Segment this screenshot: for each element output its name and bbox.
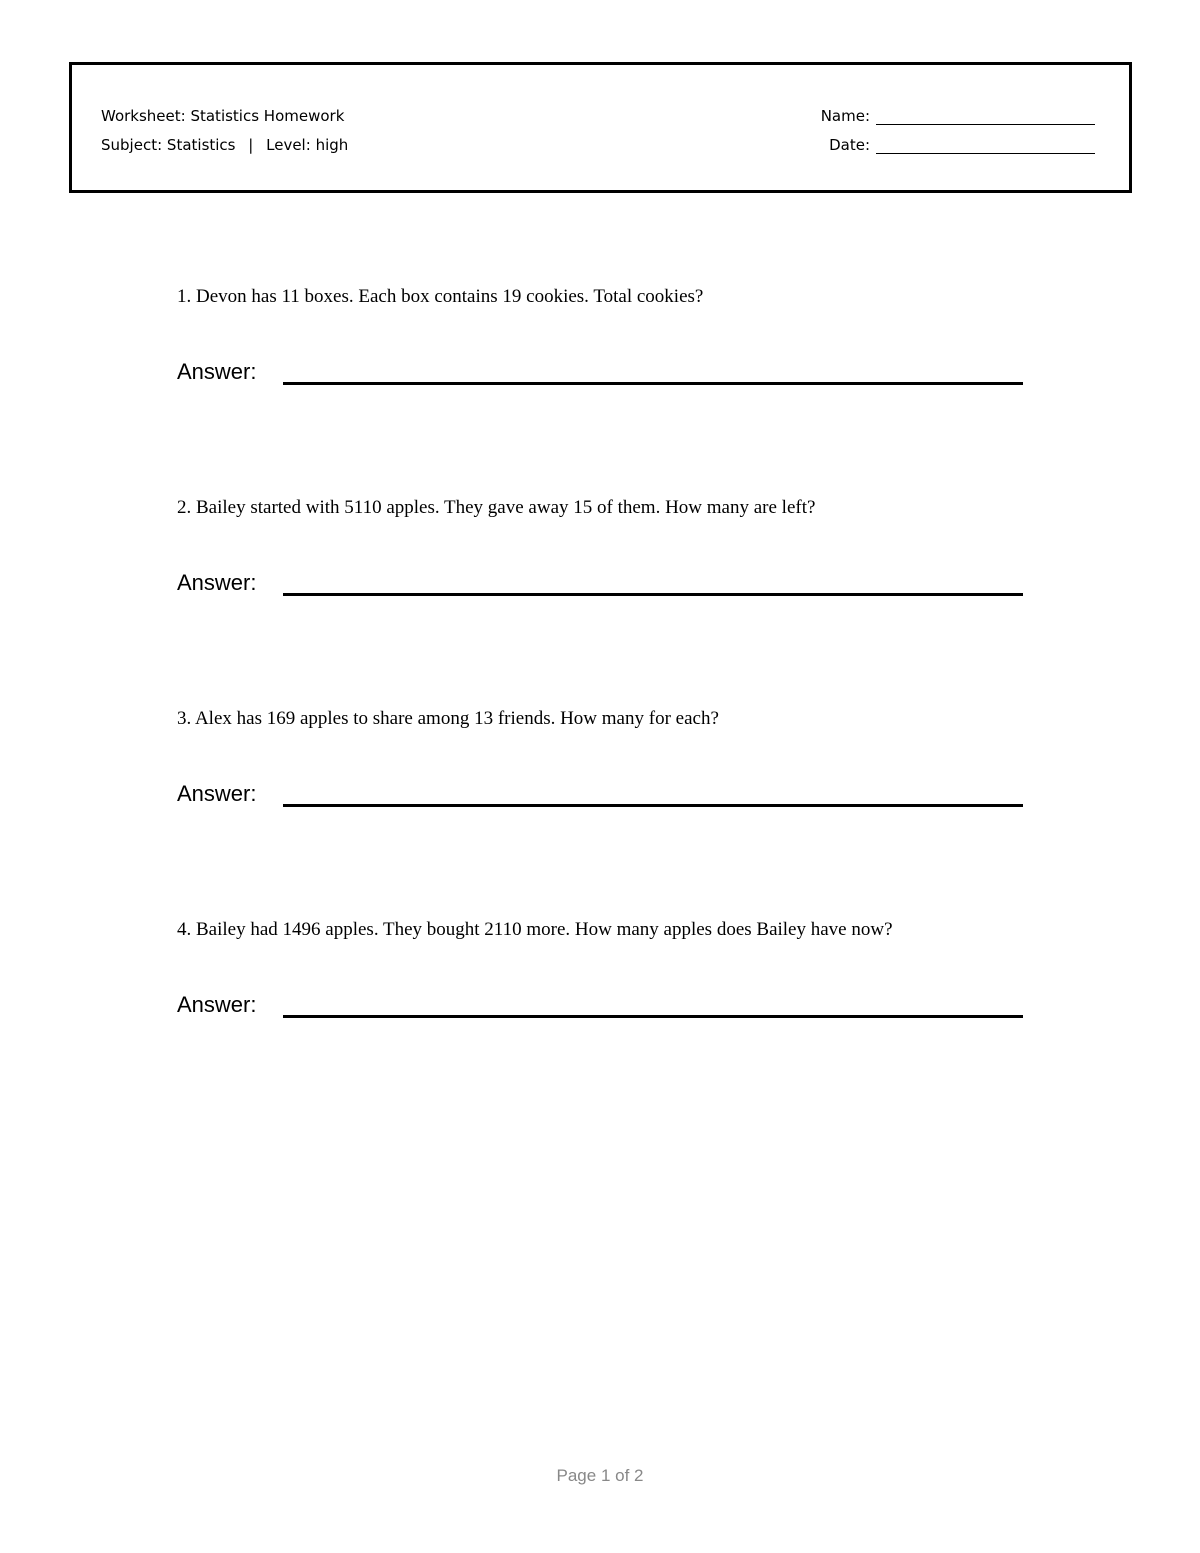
question-2: 2. Bailey started with 5110 apples. They gave away 15 of them. How many are left? <box>177 497 816 518</box>
date-blank[interactable] <box>876 139 1095 154</box>
answer-line-3[interactable] <box>283 804 1023 807</box>
subject-value: Statistics <box>166 136 236 154</box>
answer-label-1: Answer: <box>177 359 257 384</box>
header-separator: | <box>248 136 254 154</box>
name-field[interactable] <box>821 107 1095 125</box>
worksheet-title: Worksheet: Statistics Homework <box>101 107 345 125</box>
question-4: 4. Bailey had 1496 apples. They bought 2110 more. How many apples does Bailey have now? <box>177 919 893 940</box>
level-value: high <box>315 136 349 154</box>
worksheet-header <box>69 62 1132 193</box>
question-1: 1. Devon has 11 boxes. Each box contains 19 cookies. Total cookies? <box>177 286 704 307</box>
answer-label-3: Answer: <box>177 781 257 806</box>
name-blank[interactable] <box>876 110 1095 125</box>
answer-line-4[interactable] <box>283 1015 1023 1018</box>
answer-line-1[interactable] <box>283 382 1023 385</box>
name-label: Name: <box>820 107 870 125</box>
date-field[interactable] <box>829 136 1095 154</box>
question-3: 3. Alex has 169 apples to share among 13 friends. How many for each? <box>177 708 719 729</box>
answer-line-2[interactable] <box>283 593 1023 596</box>
subject-label: Subject: <box>101 136 163 154</box>
page-number: Page 1 of 2 <box>556 1466 644 1485</box>
subject-level-line <box>101 136 348 154</box>
date-label: Date: <box>829 136 870 154</box>
answer-label-2: Answer: <box>177 570 257 595</box>
answer-label-4: Answer: <box>177 992 257 1017</box>
level-label: Level: <box>266 136 311 154</box>
